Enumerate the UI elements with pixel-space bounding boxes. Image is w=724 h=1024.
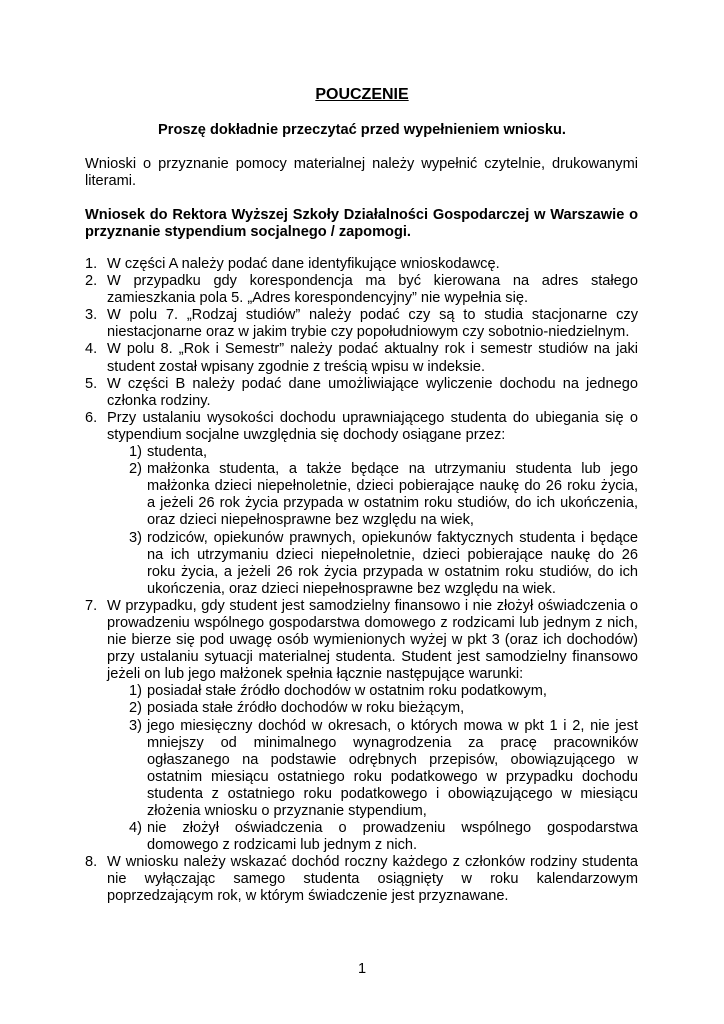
sublist-item [107,718,638,821]
sublist-item [107,683,638,700]
sublist-item-text: posiada stałe źródło dochodów w roku bieżącym, [147,700,465,717]
page-title: POUCZENIE [315,86,409,103]
page-number: 1 [357,961,367,977]
sublist-item [107,461,638,529]
sublist-item-number: 1) [129,444,142,461]
list-item-number: 6. [85,409,98,426]
page-subtitle: Proszę dokładnie przeczytać przed wypełnieniem wniosku. [158,122,566,138]
list-item [85,273,638,307]
conditions-sublist [107,683,638,854]
list-item-number: 2. [85,273,98,290]
sublist-item-number: 2) [129,700,142,717]
list-item-text: W polu 7. „Rodzaj studiów” należy podać czy są to studia stacjonarne czy niestacjonarne oraz w jakim trybie czy popołudniowym czy sobotnio-niedzielnym. [107,307,638,341]
sublist-item [107,700,638,717]
sublist-item-text: nie złożył oświadczenia o prowadzeniu wspólnego gospodarstwa domowego z rodzicami lub jednym z nich. [147,820,638,854]
application-heading: Wniosek do Rektora Wyższej Szkoły Działalności Gospodarczej w Warszawie o przyznanie stypendium socjalnego / zapomogi. [85,207,638,241]
sublist-item-number: 1) [129,683,142,700]
sublist-item [107,820,638,854]
list-item-number: 3. [85,307,98,324]
instructions-list [85,256,638,906]
list-item-text: W wniosku należy wskazać dochód roczny każdego z członków rodziny studenta nie wyłączając samego studenta osiągnięty w roku kalendarzowym poprzedzającym rok, w którym świadczenie jest przyznawane. [107,854,638,905]
sublist-item-number: 3) [129,529,142,546]
list-item-text: W przypadku, gdy student jest samodzielny finansowo i nie złożył oświadczenia o prowadzeniu wspólnego gospodarstwa domowego z rodzicami lub jednym z nich, nie bierze się pod uwagę osób wymienionych wyżej w pkt 3 (oraz ich dochodów) przy ustalaniu sytuacji materialnej studenta. Student jest samodzielny finansowo jeżeli on lub jego małżonek spełnia łącznie następujące warunki: [107,597,638,683]
intro-paragraph: Wnioski o przyznanie pomocy materialnej należy wypełnić czytelnie, drukowanymi literami. [85,156,638,190]
list-item [85,307,638,341]
sublist-item-text: rodziców, opiekunów prawnych, opiekunów faktycznych studenta i będące na ich utrzymaniu dzieci niepełnoletnie, dzieci pobierające naukę do 26 roku życia, a jeżeli 26 rok życia przypada w ostatnim roku studiów, do ich ukończenia, oraz dzieci niepełnosprawne bez względu na wiek. [147,529,638,597]
list-item-text: W przypadku gdy korespondencja ma być kierowana na adres stałego zamieszkania pola 5. „Adres korespondencyjny” nie wypełnia się. [107,273,638,307]
sublist-item-text: małżonka studenta, a także będące na utrzymaniu studenta lub jego małżonka dzieci niepełnoletnie, dzieci pobierające naukę do 26 roku życia, a jeżeli 26 rok życia przypada w ostatnim roku studiów, do ich ukończenia, oraz dzieci niepełnosprawne bez względu na wiek, [147,461,638,529]
list-item [85,376,638,410]
list-item-number: 5. [85,375,98,392]
list-item-text: Przy ustalaniu wysokości dochodu uprawniającego studenta do ubiegania się o stypendium socjalne uwzględnia się dochody osiągane przez: [107,409,638,443]
sublist-item [107,444,638,461]
list-item [85,854,638,905]
list-item-number: 1. [85,256,98,272]
sublist-item-text: studenta, [147,444,208,461]
list-item [85,410,638,598]
income-sources-sublist [107,444,638,598]
list-item-number: 4. [85,341,98,358]
sublist-item-number: 4) [129,820,142,837]
sublist-item-number: 3) [129,717,142,734]
sublist-item-text: jego miesięczny dochód w okresach, o których mowa w pkt 1 i 2, nie jest mniejszy od minimalnego wynagrodzenia za pracę pracowników ogłaszanego na podstawie odrębnych przepisów, obowiązującego w ostatnim miesiącu ostatniego roku podatkowego w przypadku dochodu studenta z ostatniego roku podatkowego i obowiązującego w miesiącu złożenia wniosku o przyznanie stypendium, [147,717,638,819]
list-item [85,341,638,375]
list-item-number: 7. [85,597,98,614]
list-item-number: 8. [85,854,98,871]
sublist-item-number: 2) [129,461,142,478]
list-item-text: W części B należy podać dane umożliwiające wyliczenie dochodu na jednego członka rodziny. [107,375,638,409]
sublist-item-text: posiadał stałe źródło dochodów w ostatnim roku podatkowym, [147,683,547,700]
sublist-item [107,530,638,598]
list-item-text: W polu 8. „Rok i Semestr” należy podać aktualny rok i semestr studiów na jaki student został wpisany zgodnie z treścią wpisu w indeksie. [107,341,638,375]
list-item [85,598,638,854]
list-item [85,256,638,273]
list-item-text: W części A należy podać dane identyfikujące wnioskodawcę. [107,256,500,272]
